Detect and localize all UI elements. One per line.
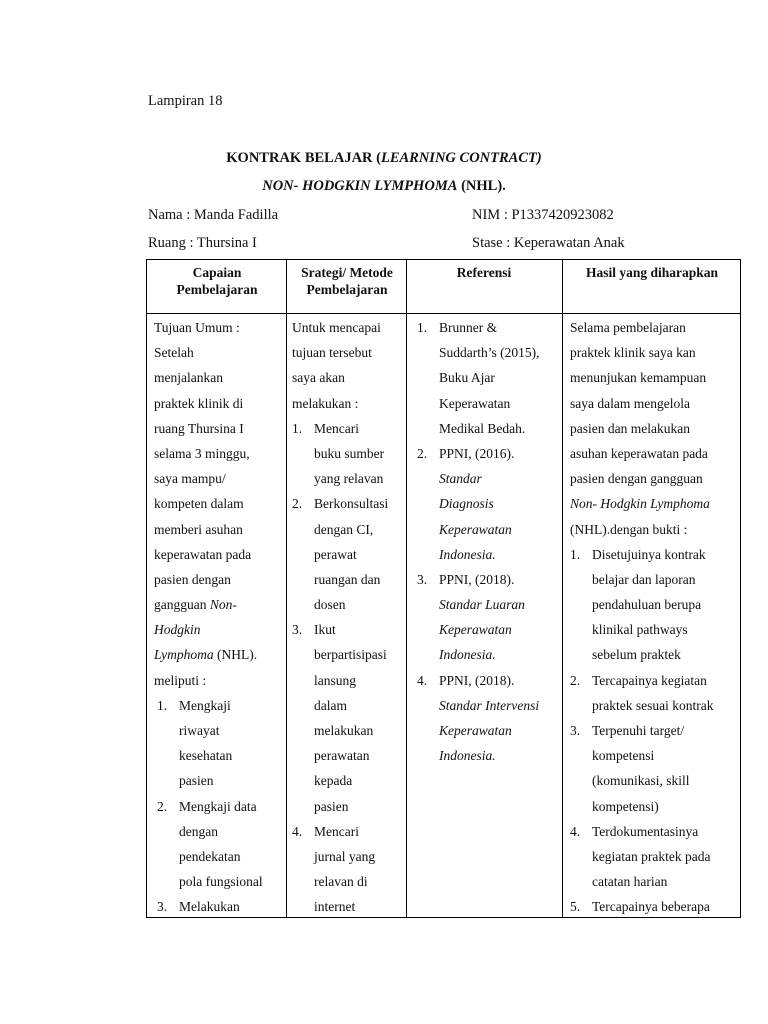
cell-line: Setelah [154,345,194,361]
cell-line: pasien dengan gangguan [570,471,703,487]
cell-line [570,491,713,516]
list-item [292,491,388,516]
list-text: Disetujuinya kontrak [592,546,706,562]
list-line: dengan CI, [314,521,374,537]
list-line: kesehatan [179,748,233,764]
list-text: Brunner & [439,320,498,335]
list-italic-text: Keperawatan [439,521,512,537]
list-text: Mengkaji [179,697,231,713]
list-number: 2. [570,672,581,688]
list-text: Terdokumentasinya [592,823,699,839]
cell-line: melakukan : [292,395,359,411]
list-line: (komunikasi, skill [592,773,690,789]
column-divider [286,260,287,917]
list-item [570,894,713,919]
nama-field: Nama : Manda Fadilla [148,207,279,223]
title-italic-text: LEARNING CONTRACT) [380,150,542,166]
list-line: pendekatan [179,848,241,864]
subtitle-italic-text: NON- HODGKIN LYMPHOMA [262,178,458,194]
list-line: klinikal pathways [592,622,688,638]
list-italic-text: Indonesia. [439,748,496,764]
cell-line [154,617,263,642]
cell-line: praktek klinik di [154,395,244,411]
cell-line: selama 3 minggu, [154,445,250,461]
list-item [154,794,263,819]
cell-line [154,592,263,617]
cell-line: tujuan tersebut [292,345,372,361]
list-italic-text: Standar [439,471,482,487]
list-item [154,894,263,919]
list-line: perawatan [314,748,370,764]
list-item [570,819,713,844]
list-line: Medikal Bedah. [439,420,526,436]
list-item [570,718,713,743]
cell-line: pasien dengan [154,571,231,587]
list-line: internet [314,899,356,915]
cell-line: (NHL).dengan bukti : [570,521,688,537]
list-text: Terpenuhi target/ [592,723,685,738]
learning-contract-table [146,259,741,918]
list-number: 2. [417,445,428,461]
cell-line: asuhan keperawatan pada [570,445,708,461]
cell-line: pasien dan melakukan [570,420,690,436]
lampiran-label: Lampiran 18 [148,93,223,109]
list-number: 1. [157,697,168,713]
list-line: riwayat [179,723,220,738]
list-line: Suddarth’s (2015), [439,345,540,361]
list-line [417,617,540,642]
list-text: Berkonsultasi [314,496,389,512]
list-text: Tercapainya beberapa [592,899,710,915]
list-line: dalam [314,697,347,713]
cell-line: praktek klinik saya kan [570,345,696,361]
list-text: PPNI, (2018). [439,571,515,587]
list-text: Melakukan [179,899,240,915]
list-line: jurnal yang [314,848,376,864]
list-line: yang relavan [314,471,384,487]
list-line [417,642,540,667]
list-number: 4. [292,823,303,839]
list-item [417,315,540,340]
list-line [417,592,540,617]
header-strategi: Srategi/ Metode Pembelajaran [301,265,393,297]
list-line: dengan [179,823,218,839]
cell-italic-text: Hodgkin [154,622,201,638]
list-line: pasien [179,773,214,789]
list-italic-text: Diagnosis [439,496,494,512]
title-text: KONTRAK BELAJAR ( [226,150,381,166]
header-capaian: Capaian Pembelajaran [176,265,258,297]
list-line: Keperawatan [439,395,511,411]
list-text: Mencari [314,823,359,839]
list-item [292,819,388,844]
list-text: PPNI, (2016). [439,445,515,461]
list-italic-text: Keperawatan [439,723,512,738]
cell-line: Untuk mencapai [292,320,381,335]
cell-text: gangguan [154,597,210,613]
list-line: kompetensi) [592,798,659,814]
list-number: 3. [417,571,428,587]
header-referensi: Referensi [456,265,512,280]
referensi-cell [417,315,540,768]
list-number: 4. [417,672,428,688]
cell-line [154,642,263,667]
strategi-cell [292,315,388,920]
hasil-cell [570,315,713,920]
cell-line: menunjukan kemampuan [570,370,707,386]
list-line: pola fungsional [179,874,263,890]
list-line: pendahuluan berupa [592,597,702,613]
list-line: kepada [314,773,353,789]
list-italic-text: Standar Luaran [439,597,525,613]
cell-line: ruang Thursina I [154,420,244,436]
list-line: belajar dan laporan [592,571,696,587]
list-text: Mengkaji data [179,798,257,814]
subtitle-text: (NHL). [457,178,506,194]
list-line: kegiatan praktek pada [592,848,711,864]
list-text: Tercapainya kegiatan [592,672,707,688]
list-number: 1. [570,546,581,562]
cell-line: menjalankan [154,370,223,386]
list-line: lansung [314,672,356,688]
list-text: Mencari [314,420,359,436]
cell-italic-text: Non- Hodgkin Lymphoma [570,496,710,512]
cell-line: kompeten dalam [154,496,244,512]
capaian-cell [154,315,263,920]
list-italic-text: Indonesia. [439,647,496,663]
list-line [417,517,540,542]
list-line: praktek sesuai kontrak [592,697,714,713]
list-item [417,441,540,466]
list-item [417,567,540,592]
list-number: 3. [570,723,581,738]
list-number: 3. [157,899,168,915]
stase-field: Stase : Keperawatan Anak [472,235,625,251]
cell-line: saya dalam mengelola [570,395,690,411]
list-line [417,743,540,768]
cell-line: meliputi : [154,672,207,688]
list-text: PPNI, (2018). [439,672,515,688]
list-line: sebelum praktek [592,647,681,663]
list-item [292,416,388,441]
header-divider [147,313,740,314]
list-line: melakukan [314,723,374,738]
list-text: Ikut [314,622,336,638]
ruang-field: Ruang : Thursina I [148,235,257,251]
list-line: perawat [314,546,357,562]
cell-line: saya akan [292,370,345,386]
header-hasil: Hasil yang diharapkan [585,265,719,280]
list-item [570,668,713,693]
list-line [417,491,540,516]
list-line: Buku Ajar [439,370,495,386]
list-number: 4. [570,823,581,839]
list-number: 5. [570,899,581,915]
list-line: berpartisipasi [314,647,387,663]
list-line: ruangan dan [314,571,381,587]
nim-field: NIM : P1337420923082 [472,207,614,223]
list-number: 1. [417,320,428,335]
list-number: 2. [157,798,168,814]
list-item [154,693,263,718]
cell-line: saya mampu/ [154,471,226,487]
list-number: 2. [292,496,303,512]
list-line [417,466,540,491]
cell-line: memberi asuhan [154,521,243,537]
document-title [0,150,768,167]
cell-italic-text: Non- [209,597,237,613]
list-line: relavan di [314,874,368,890]
cell-italic-text: Lymphoma [154,647,214,663]
cell-text: (NHL). [213,647,258,663]
cell-line: Tujuan Umum : [154,320,240,335]
list-line [417,542,540,567]
cell-line: keperawatan pada [154,546,252,562]
list-line: pasien [314,798,349,814]
list-italic-text: Keperawatan [439,622,512,638]
column-divider [562,260,563,917]
document-subtitle [0,178,768,195]
list-line: buku sumber [314,445,385,461]
list-item [570,542,713,567]
list-line: kompetensi [592,748,655,764]
list-number: 3. [292,622,303,638]
list-italic-text: Standar Intervensi [439,697,540,713]
list-italic-text: Indonesia. [439,546,496,562]
list-item [417,668,540,693]
list-line [417,693,540,718]
list-line [417,718,540,743]
list-line: catatan harian [592,874,668,890]
list-number: 1. [292,420,303,436]
cell-line: Selama pembelajaran [570,320,686,335]
column-divider [406,260,407,917]
list-line: dosen [314,597,346,613]
list-item [292,617,388,642]
